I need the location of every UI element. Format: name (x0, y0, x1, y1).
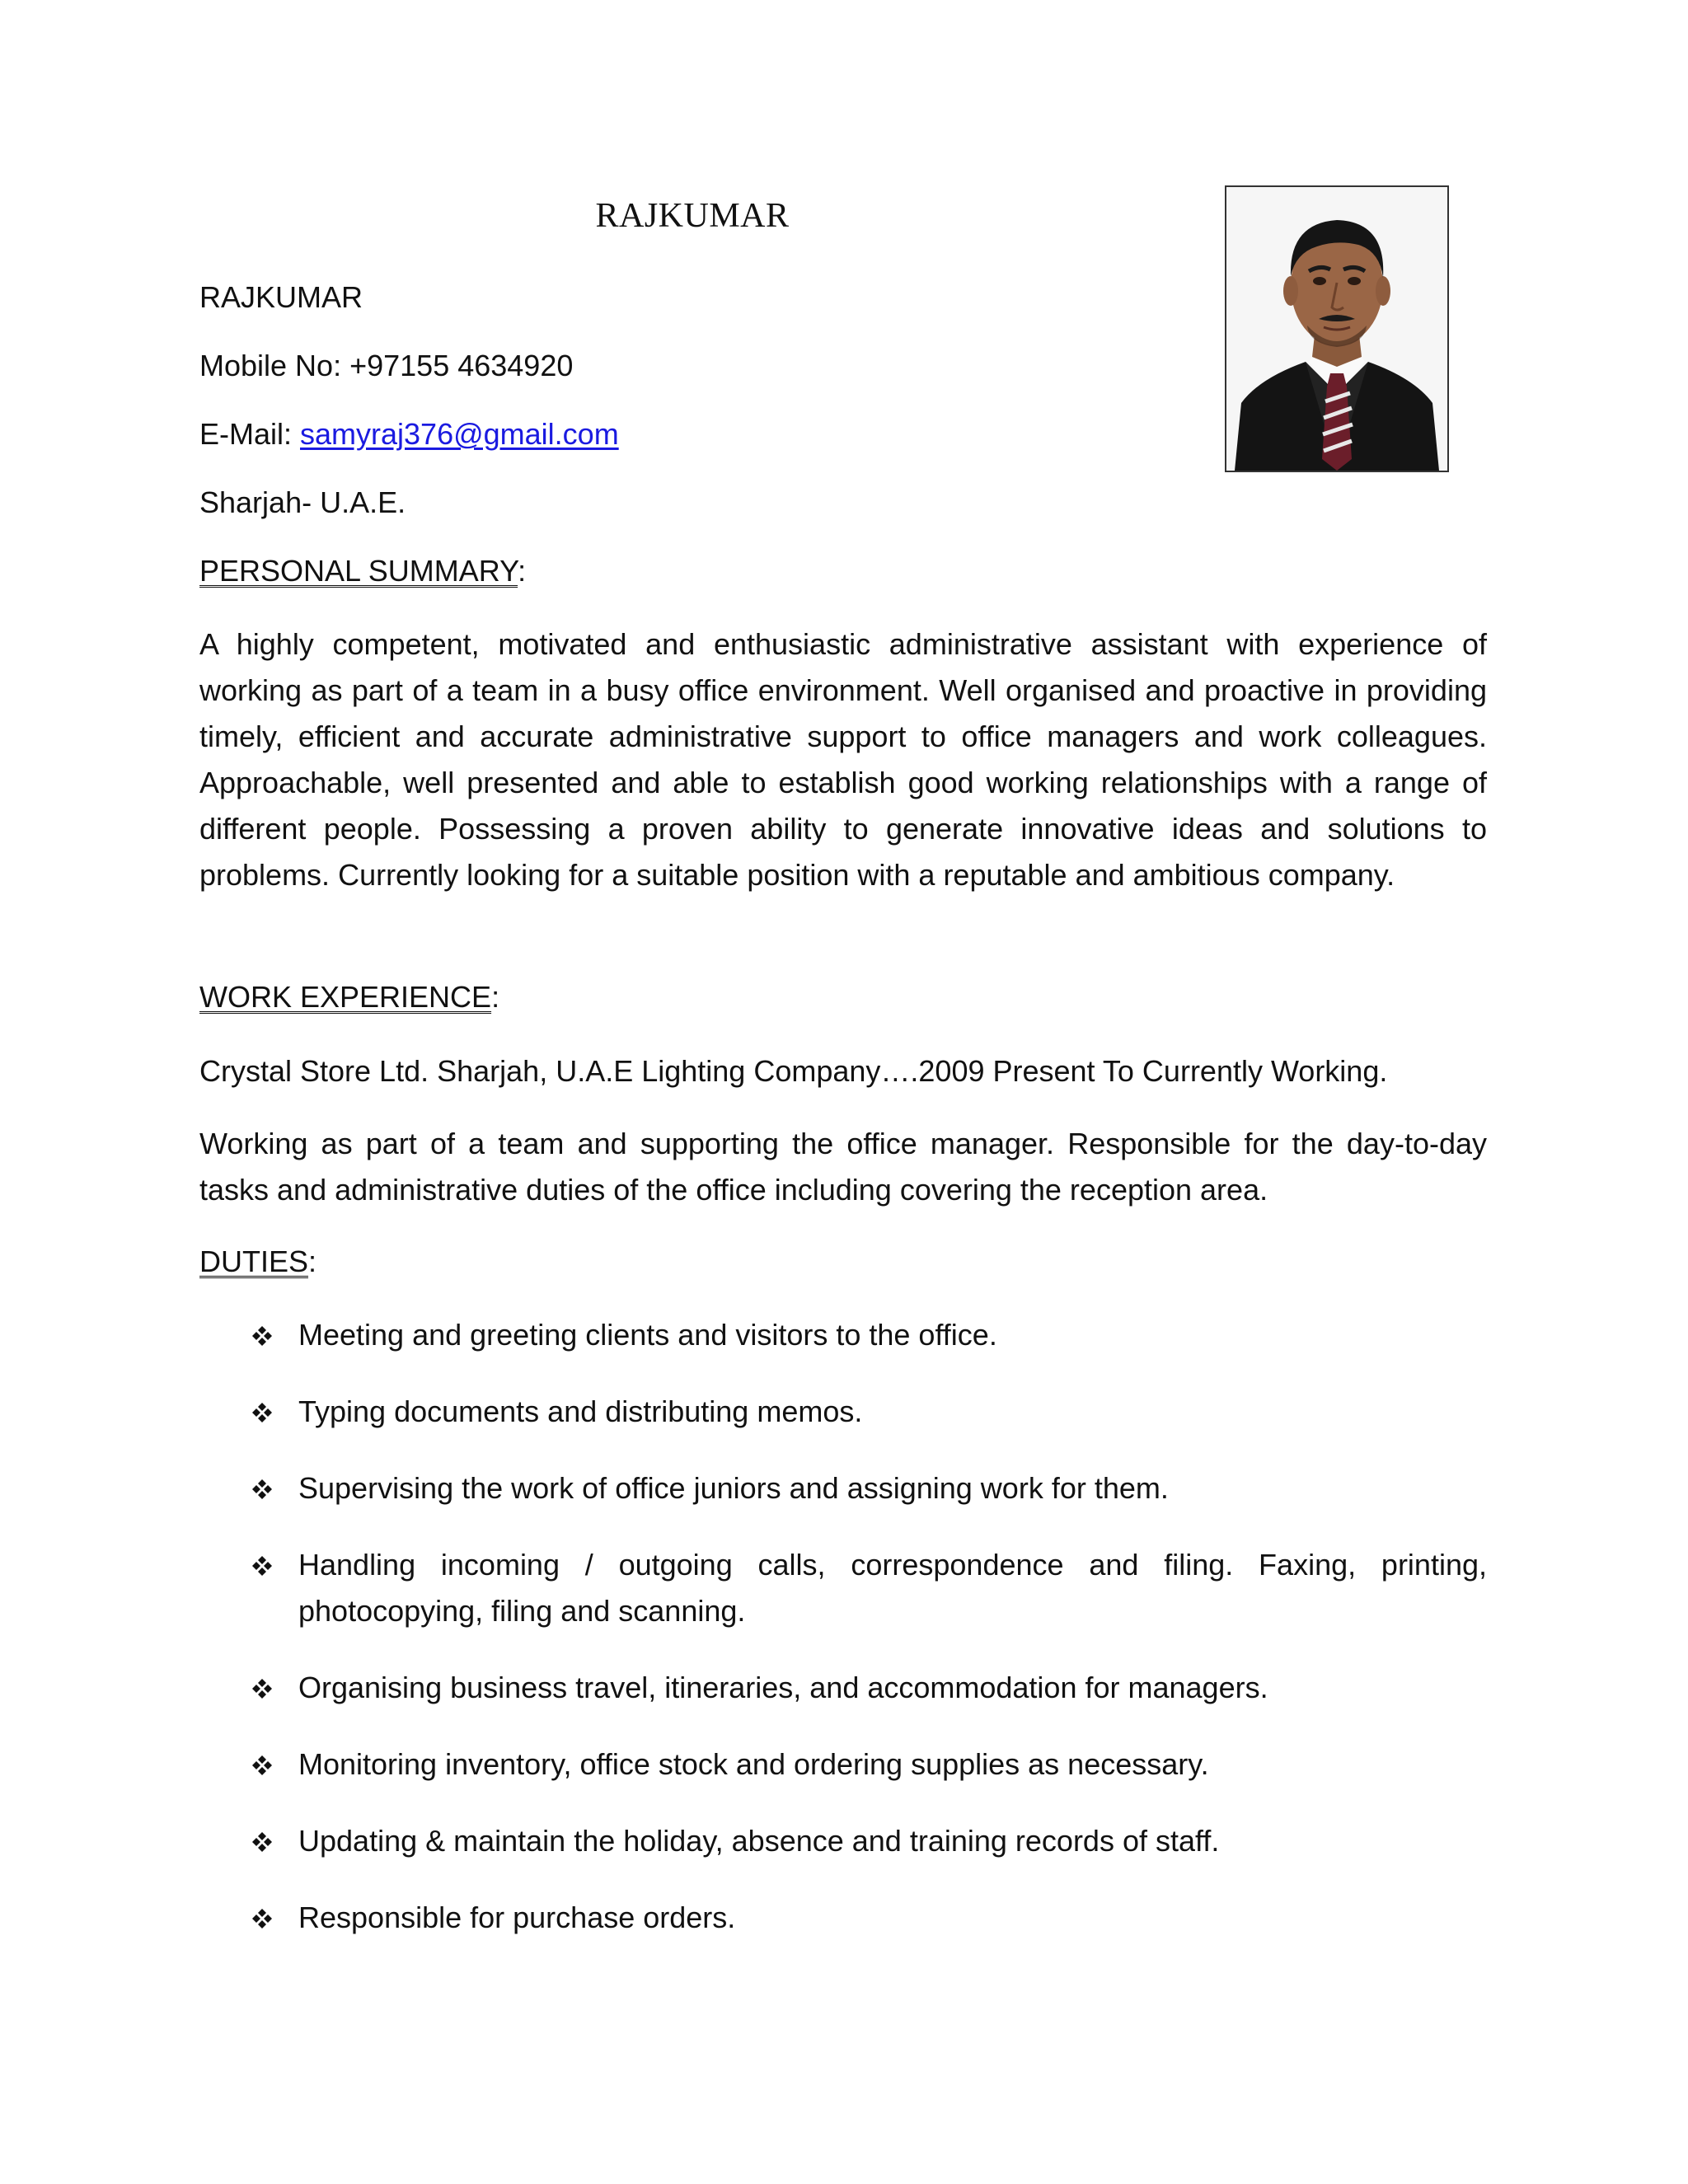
work-experience-heading-text: WORK EXPERIENCE (199, 980, 492, 1014)
duty-item (199, 1818, 1487, 1864)
four-diamond-bullet-icon (251, 1324, 274, 1347)
duty-item (199, 1312, 1487, 1358)
email-link[interactable]: samyraj376@gmail.com (300, 417, 619, 451)
mobile-number: +97155 4634920 (349, 349, 574, 382)
duties-heading (199, 1243, 316, 1281)
email-label: E-Mail: (199, 417, 301, 451)
document-title: RAJKUMAR (595, 197, 790, 235)
personal-summary-heading (199, 552, 526, 590)
profile-photo-image (1226, 187, 1447, 471)
duty-item (199, 1542, 1487, 1634)
duty-text: Handling incoming / outgoing calls, correspondence and filing. Faxing, printing, photocopying, filing and scanning. (298, 1548, 1487, 1628)
duties-list (199, 1312, 1487, 1971)
location: Sharjah- U.A.E. (199, 485, 406, 519)
personal-summary-heading-colon: : (518, 554, 527, 588)
four-diamond-bullet-icon (251, 1554, 274, 1577)
duty-text: Supervising the work of office juniors and assigning work for them. (298, 1471, 1169, 1505)
duty-text: Updating & maintain the holiday, absence and training records of staff. (298, 1824, 1220, 1858)
duty-item (199, 1389, 1487, 1435)
work-experience-company: Crystal Store Ltd. Sharjah, U.A.E Lighting Company….2009 Present To Currently Working. (199, 1054, 1388, 1088)
duty-item (199, 1741, 1487, 1788)
work-experience-description: Working as part of a team and supporting the office manager. Responsible for the day-to-day tasks and administrative duties of the office including covering the reception area. (199, 1127, 1487, 1207)
four-diamond-bullet-icon (251, 1830, 274, 1854)
duty-text: Meeting and greeting clients and visitors to the office. (298, 1318, 997, 1352)
duty-item (199, 1665, 1487, 1711)
duty-item (199, 1465, 1487, 1511)
duty-text: Organising business travel, itineraries, and accommodation for managers. (298, 1671, 1268, 1704)
four-diamond-bullet-icon (251, 1401, 274, 1424)
duty-item (199, 1895, 1487, 1941)
applicant-name: RAJKUMAR (199, 280, 363, 314)
duty-text: Responsible for purchase orders. (298, 1900, 736, 1934)
duty-text: Monitoring inventory, office stock and ordering supplies as necessary. (298, 1747, 1209, 1781)
work-experience-heading-colon: : (491, 980, 500, 1014)
four-diamond-bullet-icon (251, 1677, 274, 1700)
profile-photo (1225, 185, 1449, 472)
duties-heading-colon: : (308, 1244, 317, 1278)
duty-text: Typing documents and distributing memos. (298, 1394, 863, 1428)
duties-heading-text: DUTIES (199, 1244, 309, 1278)
personal-summary-text: A highly competent, motivated and enthusiastic administrative assistant with experience of working as part of a team in a busy office environment. Well organised and proactive in providing timely, efficient and accurate administrative support to office managers and work colleagues. Approachable, well presented and able to establish good working relationships with a range of different people. Possessing a proven ability to generate innovative ideas and solutions to problems. Currently looking for a suitable position with a reputable and ambitious company. (199, 627, 1487, 892)
four-diamond-bullet-icon (251, 1907, 274, 1930)
four-diamond-bullet-icon (251, 1478, 274, 1501)
email-line (199, 415, 619, 453)
personal-summary-heading-text: PERSONAL SUMMARY (199, 554, 518, 588)
work-experience-heading (199, 978, 499, 1016)
mobile-line (199, 347, 573, 385)
mobile-label: Mobile No: (199, 349, 350, 382)
four-diamond-bullet-icon (251, 1754, 274, 1777)
